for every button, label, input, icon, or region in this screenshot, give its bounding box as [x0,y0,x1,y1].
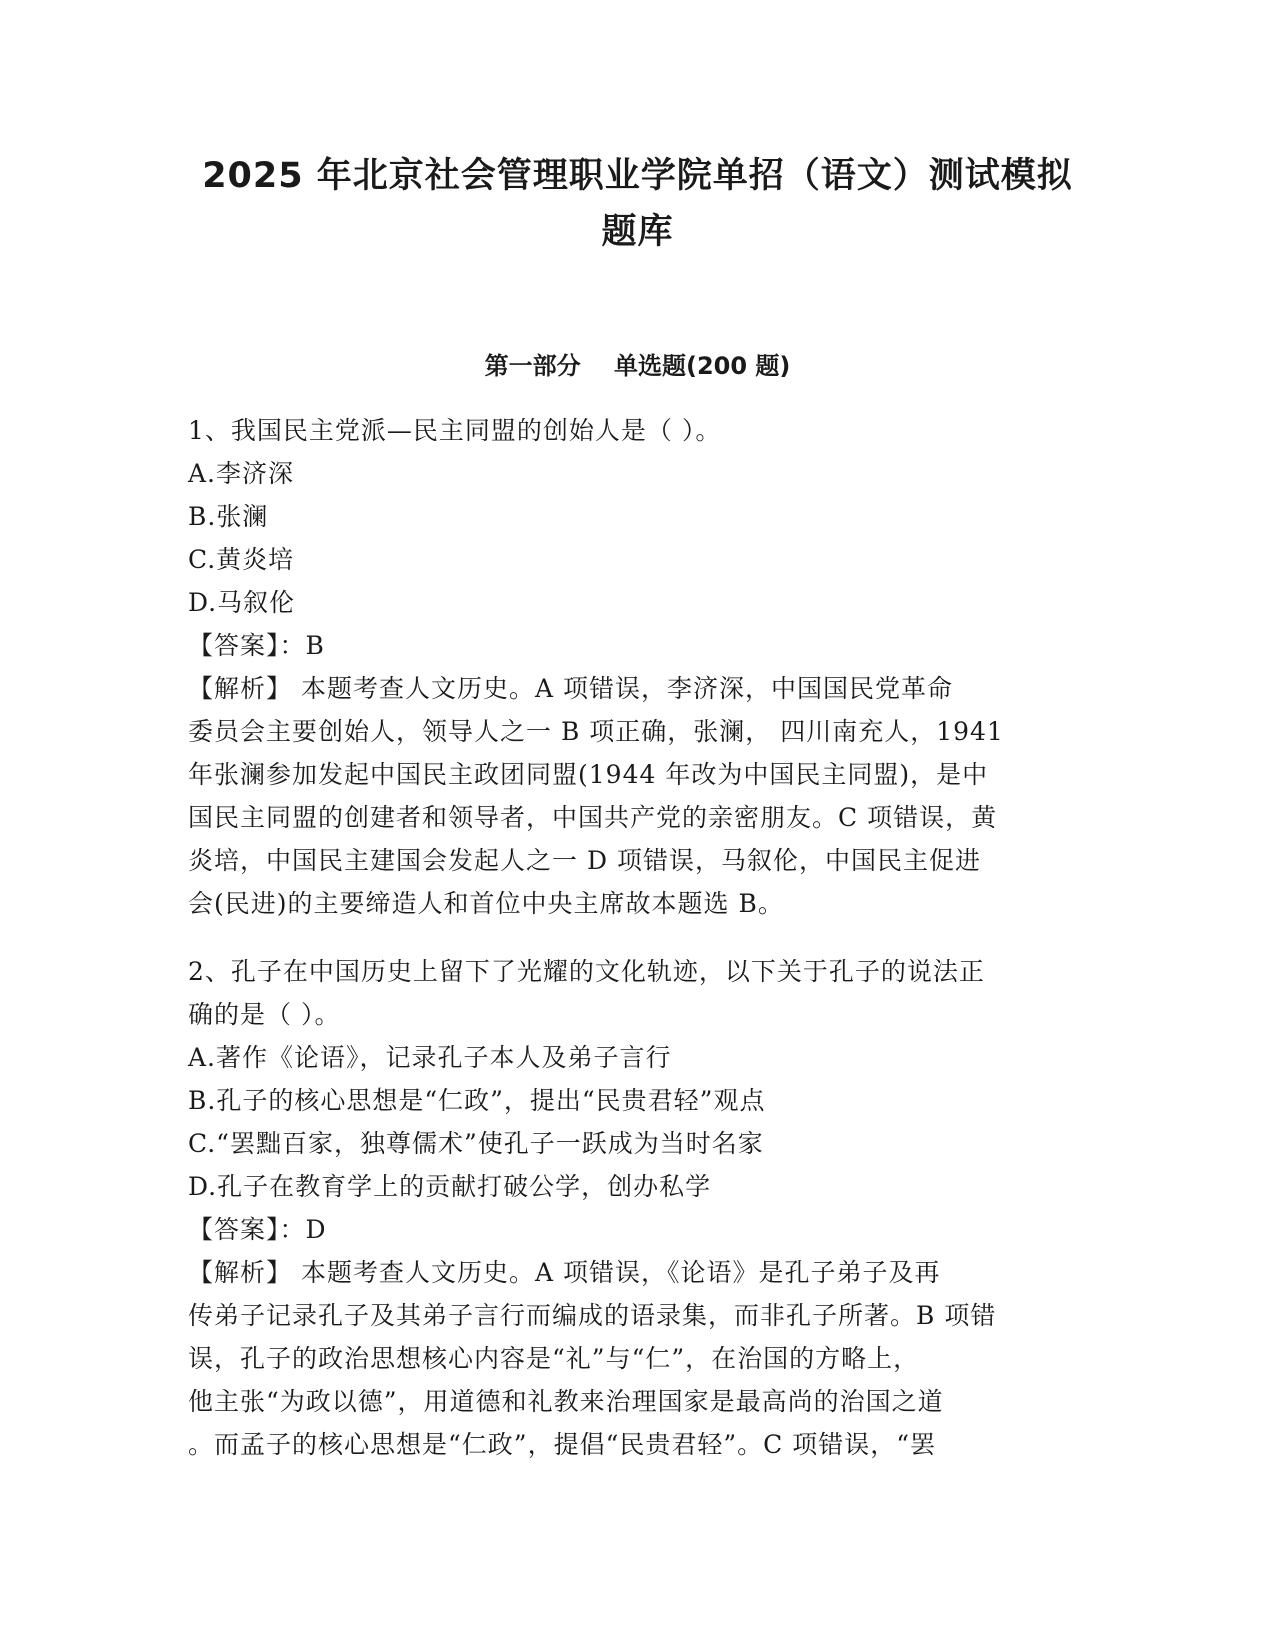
section-heading: 第一部分 单选题(200 题) [484,352,791,380]
option-b: B.孔子的核心思想是“仁政”，提出“民贵君轻”观点 [188,1086,766,1115]
option-b: B.张澜 [188,502,269,531]
answer-line: 【答案】：B [188,631,325,660]
option-d: D.孔子在教育学上的贡献打破公学，创办私学 [188,1172,712,1201]
title-line: 2025 年北京社会管理职业学院单招（语文）测试模拟 [202,156,1073,196]
analysis-line: 年张澜参加发起中国民主政团同盟(1944 年改为中国民主同盟)，是中 [188,760,989,789]
answer-line: 【答案】：D [188,1215,327,1244]
analysis-line: 传弟子记录孔子及其弟子言行而编成的语录集，而非孔子所著。B 项错 [188,1301,997,1330]
analysis-line: 他主张“为政以德”，用道德和礼教来治理国家是最高尚的治国之道 [188,1387,944,1416]
analysis-line: 误，孔子的政治思想核心内容是“礼”与“仁”，在治国的方略上， [188,1344,920,1373]
analysis-line: 。而孟子的核心思想是“仁政”，提倡“民贵君轻”。C 项错误，“罢 [188,1430,936,1459]
question-stem: 确的是（ ）。 [188,1000,341,1029]
option-d: D.马叙伦 [188,588,296,617]
option-c: C.黄炎培 [188,545,295,574]
analysis-line: 【解析】 本题考查人文历史。A 项错误，《论语》是孔子弟子及再 [188,1258,941,1287]
document-title [150,148,1125,260]
title-line: 题库 [601,212,674,252]
question-stem: 2、孔子在中国历史上留下了光耀的文化轨迹，以下关于孔子的说法正 [188,957,985,986]
option-a: A.李济深 [188,459,295,488]
analysis-line: 炎培，中国民主建国会发起人之一 D 项错误，马叙伦，中国民主促进 [188,846,981,875]
analysis-line: 【解析】 本题考查人文历史。A 项错误，李济深，中国国民党革命 [188,674,953,703]
question-stem: 1、我国民主党派—民主同盟的创始人是（ ）。 [188,416,722,445]
analysis-line: 委员会主要创始人，领导人之一 B 项正确，张澜， 四川南充人，1941 [188,717,1004,746]
question-2 [188,950,1088,1466]
analysis-line: 国民主同盟的创建者和领导者，中国共产党的亲密朋友。C 项错误，黄 [188,803,998,832]
option-a: A.著作《论语》，记录孔子本人及弟子言行 [188,1043,672,1072]
analysis-line: 会(民进)的主要缔造人和首位中央主席故本题选 B。 [188,889,784,918]
option-c: C.“罢黜百家，独尊儒术”使孔子一跃成为当时名家 [188,1129,764,1158]
question-1 [188,409,1088,925]
